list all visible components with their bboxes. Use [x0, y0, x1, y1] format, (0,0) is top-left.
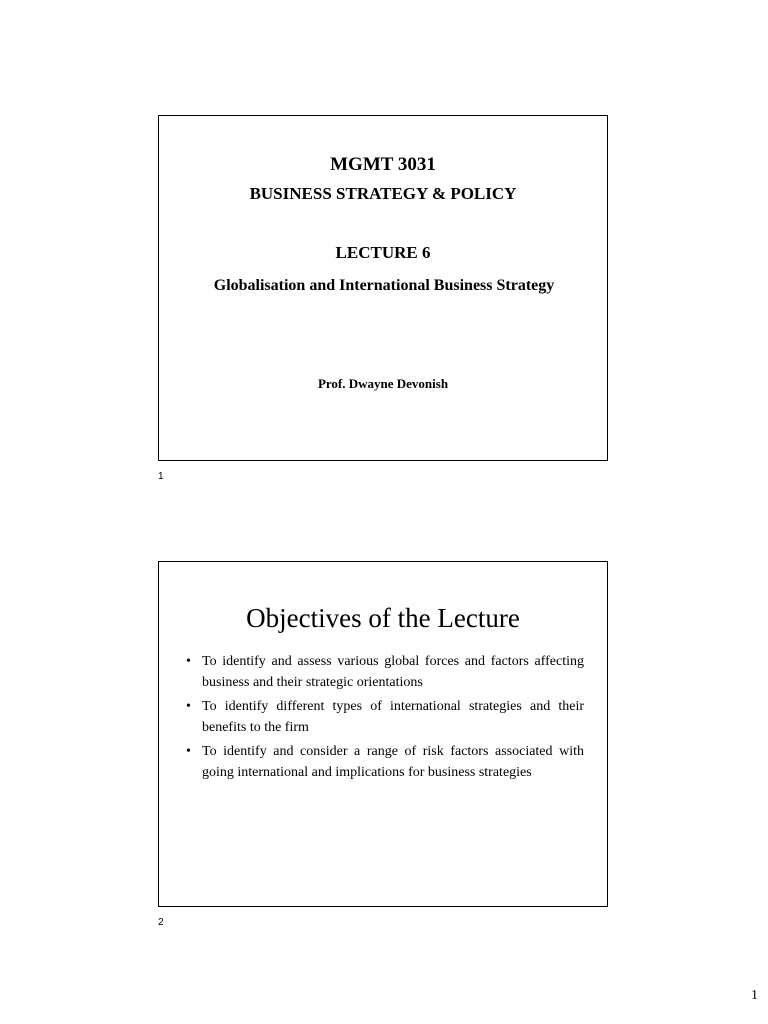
slide-1 — [158, 115, 608, 461]
professor-name: Prof. Dwayne Devonish — [317, 376, 449, 391]
bullet-icon: • — [186, 654, 191, 669]
bullet-icon: • — [186, 744, 191, 759]
course-code: MGMT 3031 — [330, 154, 436, 175]
list-item — [186, 741, 584, 783]
slide-heading: Objectives of the Lecture — [246, 603, 520, 633]
list-item — [186, 696, 584, 738]
slide-2 — [158, 561, 608, 907]
lecture-number: LECTURE 6 — [335, 243, 431, 262]
slide-number-1: 1 — [158, 471, 164, 482]
course-title: BUSINESS STRATEGY & POLICY — [249, 184, 517, 203]
list-item — [186, 651, 584, 693]
objective-text: To identify different types of international strategies and their benefits to the firm — [202, 699, 584, 735]
lecture-topic: Globalisation and International Business Strategy — [213, 277, 555, 294]
bullet-icon: • — [186, 699, 191, 714]
page-number: 1 — [751, 988, 758, 1003]
objective-text: To identify and assess various global forces and factors affecting business and their strategic orientations — [202, 654, 584, 690]
slide-number-2: 2 — [158, 917, 164, 928]
objective-text: To identify and consider a range of risk factors associated with going international and implications for business strategies — [202, 744, 584, 780]
objectives-list — [186, 651, 584, 786]
